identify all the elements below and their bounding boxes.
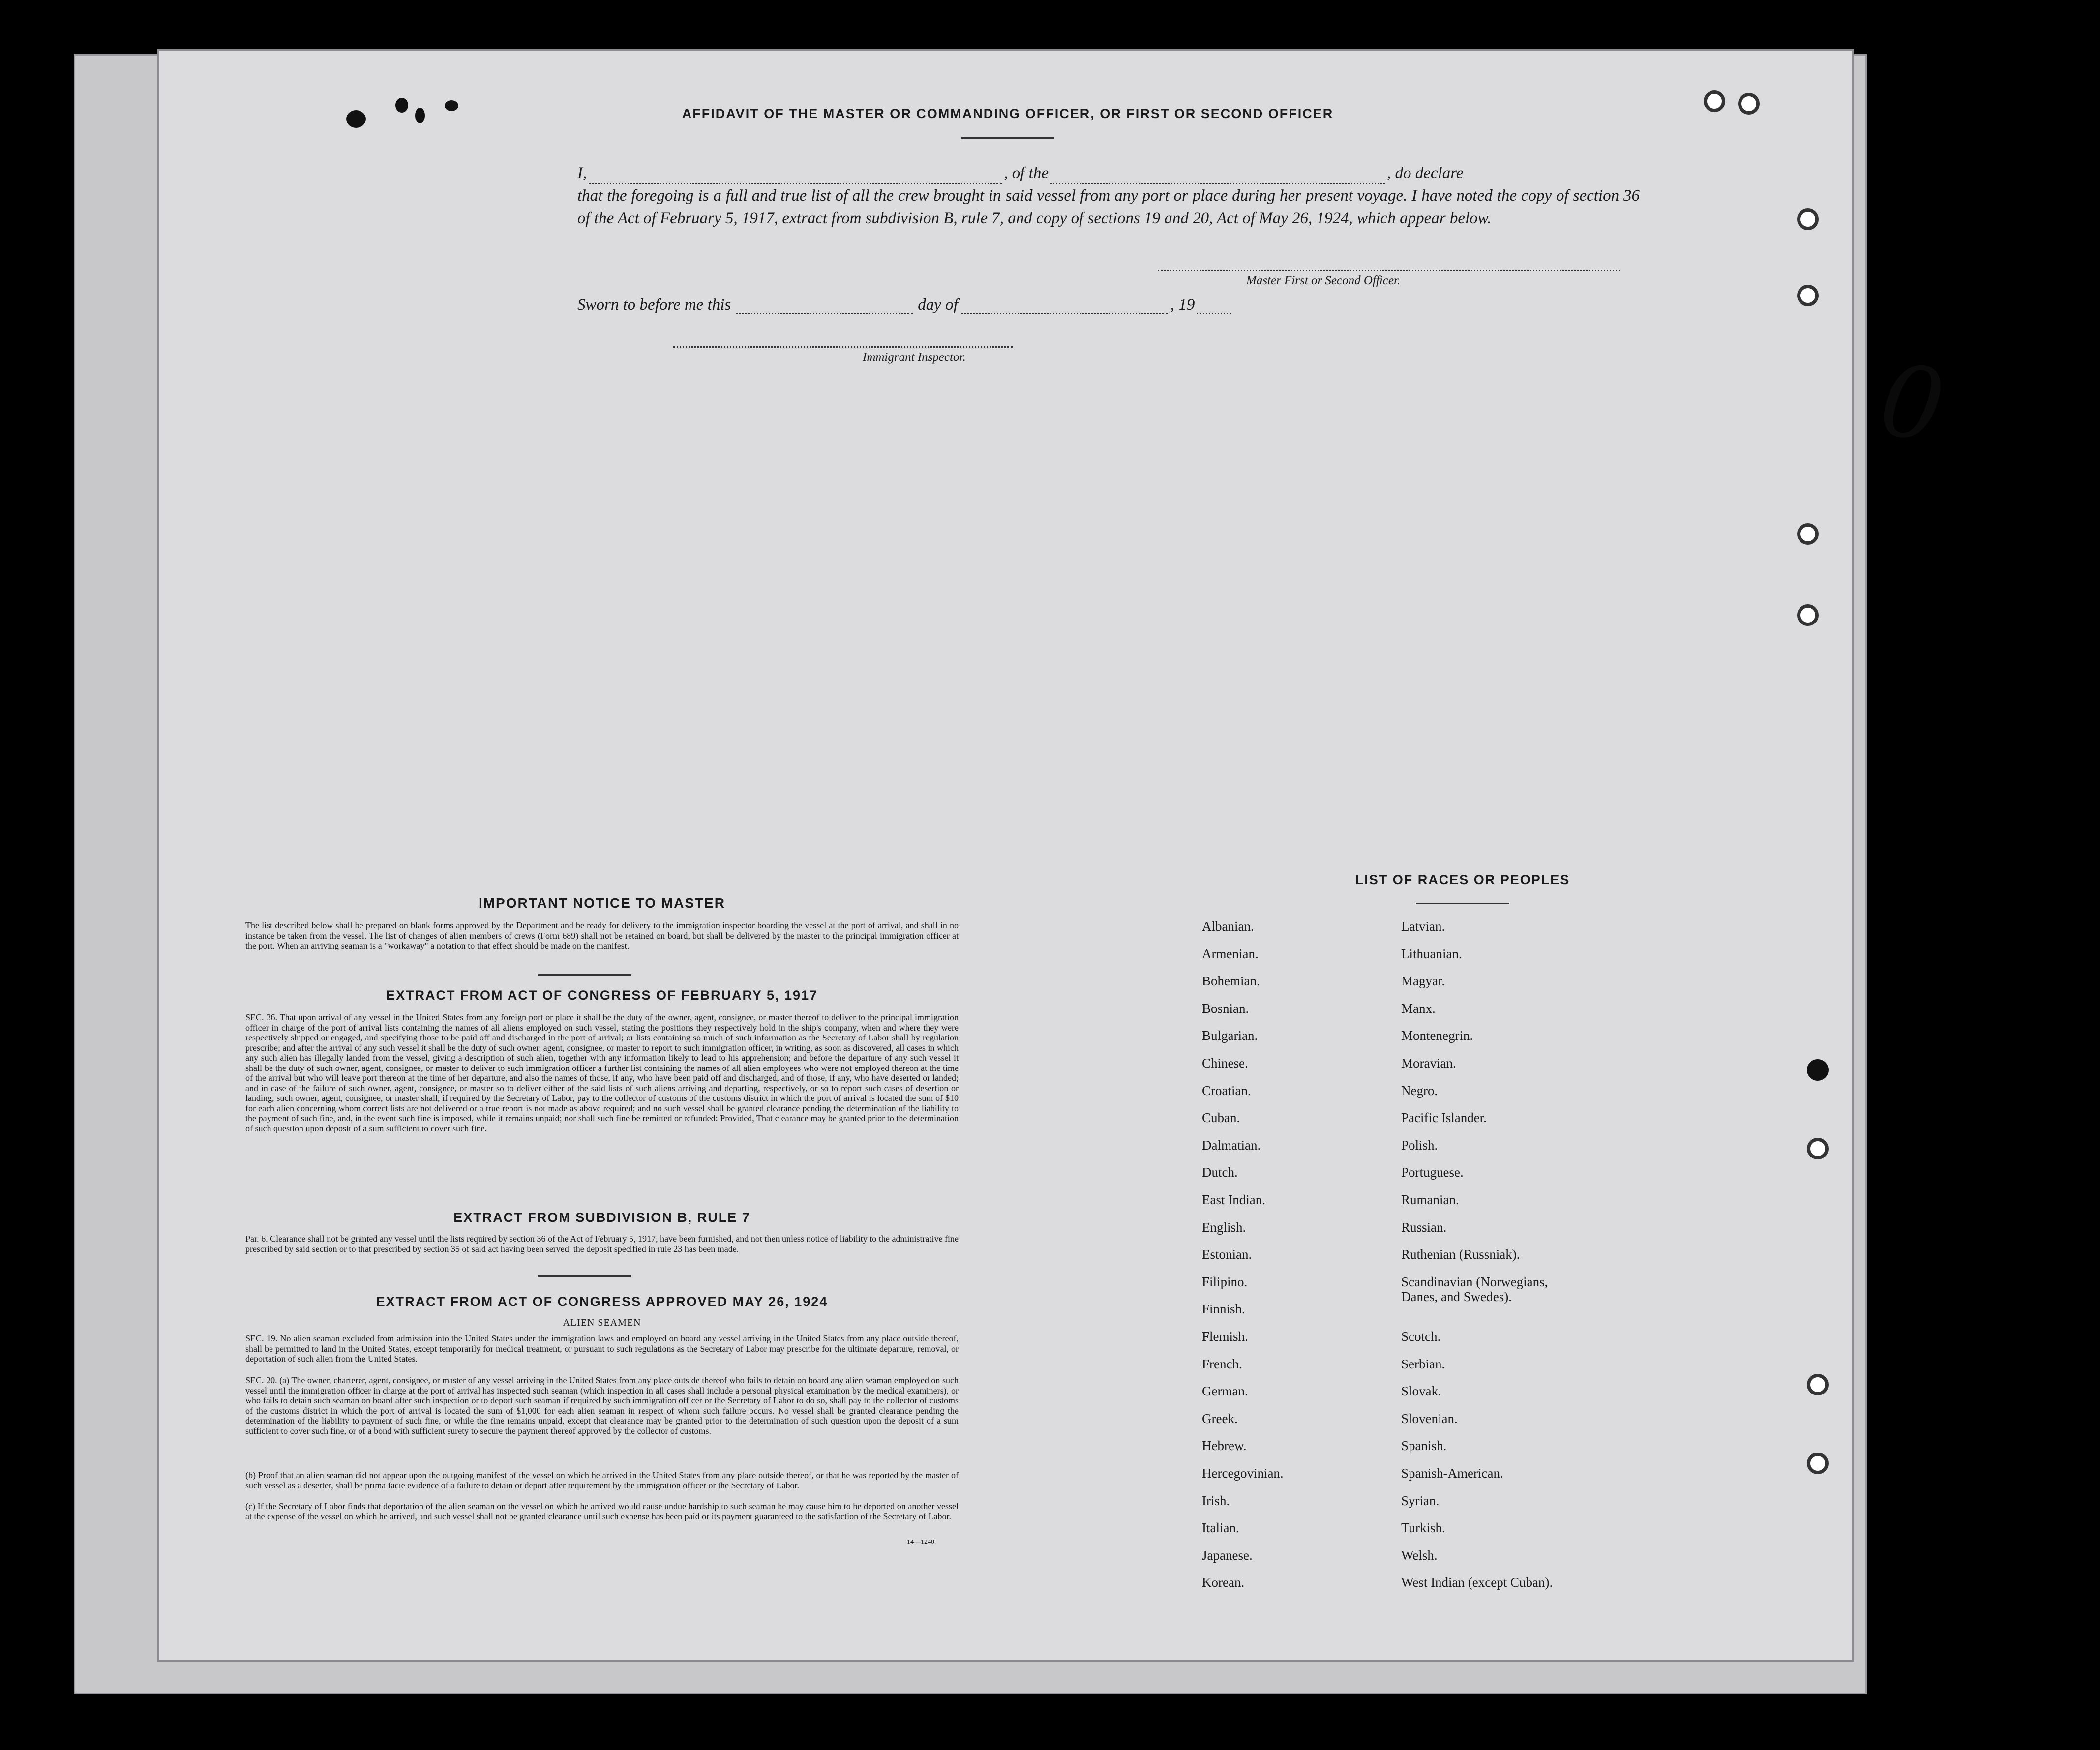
punch-hole-icon [1807, 1138, 1829, 1159]
race-item: Irish. [1202, 1493, 1230, 1508]
race-item: English. [1202, 1219, 1246, 1235]
race-item: Slovenian. [1401, 1411, 1458, 1426]
race-item: Syrian. [1401, 1493, 1440, 1508]
race-item: Croatian. [1202, 1083, 1251, 1098]
punch-hole-icon [1797, 208, 1819, 230]
punch-hole-icon [1797, 523, 1819, 545]
declaration-text: that the foregoing is a full and true list of all the crew brought in said vessel from any port or place during her present voyage. I have noted the copy of section 36 of the Act of February 5, 1917, extract from subdivision B, rule 7, and copy of sections 19 and 20, Act of May 26, 1924, which appear below. [577, 187, 1640, 227]
extract-1917-title: EXTRACT FROM ACT OF CONGRESS OF FEBRUARY 5, 1917 [386, 988, 818, 1003]
race-item: Pacific Islander. [1401, 1110, 1487, 1126]
race-item: Welsh. [1401, 1547, 1438, 1563]
affidavit-title: AFFIDAVIT OF THE MASTER OR COMMANDING OFFICER, OR FIRST OR SECOND OFFICER [682, 106, 1334, 121]
race-item: Scandinavian (Norwegians, Danes, and Swedes). [1401, 1274, 1548, 1304]
section-19-text: SEC. 19. No alien seaman excluded from admission into the United States under the immigration laws and employed on board any vessel arriving in the United States from any place outside thereof, shall be permitted to land in the United States, except temporarily for medical treatment, or pursuant to such regulations as the Secretary of Labor may prescribe for the ultimate departure, removal, or deportation of such alien from the United States. [245, 1334, 959, 1364]
declaration-suffix: , do declare [1386, 164, 1464, 182]
master-signature-line[interactable] [1158, 270, 1620, 271]
race-item: East Indian. [1202, 1192, 1265, 1207]
form-number: 14—1240 [907, 1539, 934, 1546]
race-item: Ruthenian (Russniak). [1401, 1247, 1520, 1262]
sworn-day-field[interactable] [736, 299, 913, 314]
race-item: Spanish-American. [1401, 1466, 1503, 1481]
race-item: Hebrew. [1202, 1438, 1247, 1453]
inspector-signature-line[interactable] [673, 346, 1013, 348]
punch-hole-icon [1797, 604, 1819, 626]
punch-hole-icon [1807, 1059, 1829, 1081]
handwritten-zero: 0 [1873, 342, 1951, 465]
vessel-field[interactable] [1050, 168, 1385, 184]
race-item: Dalmatian. [1202, 1137, 1261, 1153]
race-item: Estonian. [1202, 1247, 1252, 1262]
extract-rule7-title: EXTRACT FROM SUBDIVISION B, RULE 7 [453, 1210, 750, 1225]
punch-hole-icon [1807, 1374, 1829, 1395]
race-item: Bosnian. [1202, 1001, 1249, 1016]
inspector-label: Immigrant Inspector. [863, 351, 966, 364]
race-item: Slovak. [1401, 1384, 1441, 1399]
race-item: Finnish. [1202, 1302, 1245, 1317]
alien-seamen-subtitle: ALIEN SEAMEN [563, 1317, 641, 1328]
notice-title: IMPORTANT NOTICE TO MASTER [478, 895, 726, 911]
race-item: Korean. [1202, 1575, 1245, 1590]
race-item: Turkish. [1401, 1520, 1445, 1536]
race-item: Spanish. [1401, 1438, 1447, 1453]
sworn-day-label: day of [918, 296, 958, 314]
race-item: Cuban. [1202, 1110, 1240, 1126]
punch-hole-icon [1797, 285, 1819, 306]
sworn-year-label: , 19 [1170, 296, 1195, 314]
race-item: Montenegrin. [1401, 1028, 1473, 1043]
race-item: Lithuanian. [1401, 946, 1462, 961]
race-item: Japanese. [1202, 1547, 1253, 1563]
race-item: Serbian. [1401, 1356, 1445, 1371]
race-item: Polish. [1401, 1137, 1438, 1153]
race-item: Italian. [1202, 1520, 1239, 1536]
sworn-month-field[interactable] [961, 299, 1168, 314]
race-item: Albanian. [1202, 919, 1254, 934]
section-divider [538, 974, 631, 976]
race-item: Greek. [1202, 1411, 1238, 1426]
race-item: Bulgarian. [1202, 1028, 1258, 1043]
extract-rule7-text: Par. 6. Clearance shall not be granted any vessel until the lists required by section 36 of the Act of February 5, 1917, have been furnished, and not then unless notice of liability to the administrative fine prescribed by said section or to that prescribed by section 35 of said act having been served, the deposit specified in rule 23 has been made. [245, 1234, 959, 1254]
section-divider [538, 1275, 631, 1277]
sworn-line [577, 296, 1231, 314]
declaration-of-the: , of the [1004, 164, 1049, 182]
race-item: Filipino. [1202, 1274, 1248, 1289]
race-item: Russian. [1401, 1219, 1447, 1235]
race-item: German. [1202, 1384, 1248, 1399]
races-title: LIST OF RACES OR PEOPLES [1355, 872, 1570, 887]
race-item: Rumanian. [1401, 1192, 1459, 1207]
punch-hole-icon [1807, 1453, 1829, 1474]
race-item: Manx. [1401, 1001, 1436, 1016]
race-item: Hercegovinian. [1202, 1466, 1284, 1481]
race-item: Bohemian. [1202, 974, 1260, 989]
notice-text: The list described below shall be prepared on blank forms approved by the Department and be ready for delivery to the immigration inspector boarding the vessel at the port of arrival, and shall in no instance be taken from the vessel. The list of changes of alien members of crews (Form 689) shall not be retained on board, but shall be delivered by the master to the principal immigration officer at the port. When an arriving seaman is a "workaway" a notation to that effect should be made on the manifest. [245, 920, 959, 950]
race-item: Scotch. [1401, 1329, 1441, 1344]
title-divider [961, 137, 1054, 139]
race-item: Moravian. [1401, 1056, 1456, 1070]
section-20b-text: (b) Proof that an alien seaman did not appear upon the outgoing manifest of the vessel on which he arrived in the United States from any place outside thereof, or that he was reported by the master of such vessel as a deserter, shall be prima facie evidence of a failure to detain or deport after requirement by the immigration officer or the Secretary of Labor. [245, 1470, 959, 1490]
race-item: Dutch. [1202, 1165, 1238, 1180]
declaration-prefix: I, [577, 164, 587, 182]
races-divider [1416, 903, 1509, 904]
race-item: French. [1202, 1356, 1242, 1371]
document-page [157, 49, 1951, 1662]
race-item: Armenian. [1202, 946, 1259, 961]
race-item: Latvian. [1401, 919, 1445, 934]
section-20c-text: (c) If the Secretary of Labor finds that deportation of the alien seaman on the vessel on which he arrived would cause undue hardship to such seaman he may cause him to be deported on another vessel at the expense of the vessel on which he arrived, and such vessel shall not be granted clearance until such expense has been paid or its payment guaranteed to the satisfaction of the Secretary of Labor. [245, 1501, 959, 1521]
race-item: Negro. [1401, 1083, 1438, 1098]
name-field[interactable] [589, 168, 1002, 184]
race-item: Portuguese. [1401, 1165, 1464, 1180]
extract-1917-text: SEC. 36. That upon arrival of any vessel in the United States from any foreign port or place it shall be the duty of the owner, agent, consignee, or master thereof to deliver to the principal immigration officer in charge of the port of arrival lists containing the names of all aliens employed on such vessel, stating the positions they respectively hold in the ship's company, when and where they were respectively shipped or engaged, and specifying those to be paid off and discharged in the port of arrival; or lists containing so much of such information as the Secretary of Labor shall by regulation prescribe; and after the arrival of any such vessel it shall be the duty of such owner, agent, consignee, or master to report to such immigration officer, in writing, as soon as discovered, all cases in which any such alien has illegally landed from the vessel, giving a description of such alien, together with any information likely to lead to his apprehension; and before the departure of any such vessel it shall be the duty of such owner, agent, consignee, or master to deliver to such immigration officer a further list containing the names of all alien employees who were not employed thereon at the time of the arrival but who will leave port thereon at the time of her departure, and also the names of those, if any, who have been paid off and discharged, and of those, if any, who have deserted or landed; and in case of the failure of such owner, agent, consignee, or master so to deliver either of the said lists of such aliens arriving and departing, respectively, or so to report such cases of desertion or landing, such owner, agent, consignee, or master shall, if required by the Secretary of Labor, pay to the collector of customs of the customs district in which the port of arrival is located the sum of $10 for each alien concerning whom correct lists are not delivered or a true report is not made as above required; and no such vessel shall be granted clearance pending the determination of the liability to the payment of such fine, and, in the event such fine is imposed, while it remains unpaid; nor shall such fine be remitted or refunded: Provided, That clearance may be granted prior to the determination of such question upon deposit of a sum sufficient to cover such fine. [245, 1012, 959, 1133]
section-20-text: SEC. 20. (a) The owner, charterer, agent, consignee, or master of any vessel arriving in the United States from any place outside thereof who fails to detain on board any alien seaman employed on such vessel until the immigration officer in charge at the port of arrival has inspected such seaman (which inspection in all cases shall include a personal physical examination by the medical examiners), or who fails to detain such seaman on board after such inspection or to deport such seaman if required by such immigration officer or the Secretary of Labor to do so, shall pay to the collector of customs of the customs district in which the port of arrival is located the sum of $1,000 for each alien seaman in respect of whom such failure occurs. No vessel shall be granted clearance pending the determination of the liability to payment of such fine, or while the fine remains unpaid, except that clearance may be granted prior to the determination of such question upon the deposit of a sum sufficient to cover such fine, or of a bond with sufficient surety to secure the payment thereof approved by the collector of customs. [245, 1375, 959, 1436]
race-item: Chinese. [1202, 1056, 1248, 1070]
extract-1924-title: EXTRACT FROM ACT OF CONGRESS APPROVED MAY 26, 1924 [376, 1294, 828, 1309]
race-item: West Indian (except Cuban). [1401, 1575, 1553, 1590]
sworn-prefix: Sworn to before me this [577, 296, 731, 314]
race-item: Magyar. [1401, 974, 1445, 989]
master-signature-label: Master First or Second Officer. [1246, 274, 1401, 287]
affidavit-declaration [577, 162, 1640, 230]
sworn-year-field[interactable] [1197, 299, 1231, 314]
race-item: Flemish. [1202, 1329, 1248, 1344]
